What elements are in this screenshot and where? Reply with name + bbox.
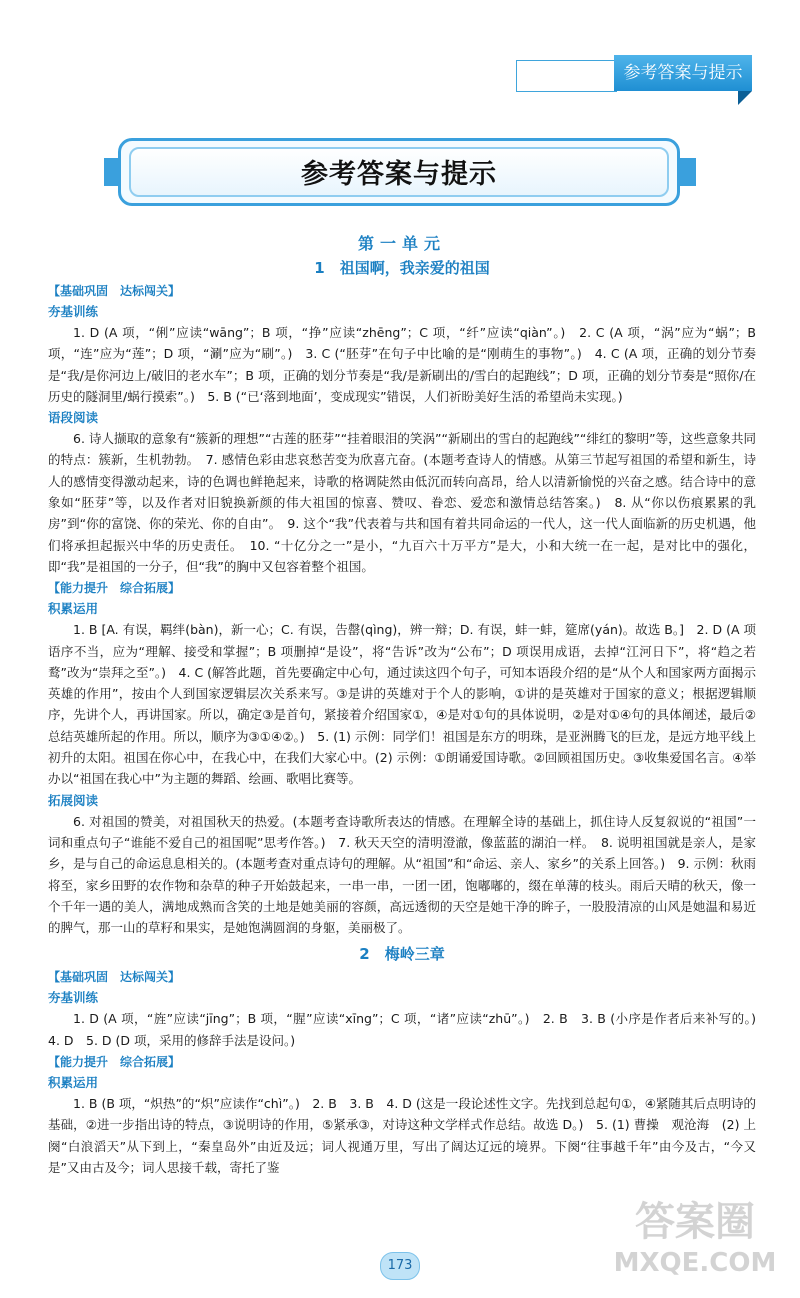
section-heading: 【能力提升 综合拓展】 (48, 581, 181, 596)
watermark-corner-bottom: MXQE.COM (613, 1248, 777, 1278)
header-tab-label: 参考答案与提示 (614, 55, 752, 91)
lesson-2-title: 2 梅岭三章 (359, 945, 445, 964)
subsection-heading: 积累运用 (48, 1075, 99, 1091)
header-tab-frame (516, 60, 617, 92)
answer-paragraph: 1. B [A. 有误，羁绊(bàn)，新一心；C. 有误，告罄(qìng)，辨一辩；D. 有误，蚌一蚌，筵席(yán)。故选 B。] 2. D (A 项语序不当，应为“理解、接受和掌握”；B 项删掉“是设”，将“告诉”改为“公布”；D 项误用成语，去掉“江河日下”，将“趋之若鹜”改为“崇拜之至”。) 4. C (解答此题，首先要确定中心句，通过读这四个句子，可知本语段介绍的是“从个人和国家两方面揭示英雄的作用”，按由个人到国家逻辑层次关系来写。③是讲的英雄对于个人的影响，①讲的是英雄对于国家的意义；根据逻辑顺序，先讲个人，再讲国家。所以，确定③是首句，紧接着介绍国家①，④是对①句的具体说明，②是对①④句的具体阐述，最后②总结英雄所起的作用。所以，顺序为③①④②。) 5. (1) 示例：同学们！祖国是东方的明珠，是亚洲腾飞的巨龙，是远方地平线上初升的太阳。祖国在你心中，在我心中，在我们大家心中。(2) 示例：①朗诵爱国诗歌。②回顾祖国历史。③收集爱国名言。④举办以“祖国在我心中”为主题的舞蹈、绘画、歌唱比赛等。 (48, 622, 757, 787)
watermark-logo (600, 1198, 790, 1294)
subsection-heading: 夯基训练 (48, 990, 99, 1006)
lesson-1-title: 1 祖国啊，我亲爱的祖国 (314, 259, 490, 277)
section-heading: 【基础巩固 达标闯关】 (48, 284, 181, 298)
answer-content (48, 232, 769, 1178)
subsection-heading: 积累运用 (48, 601, 99, 617)
subsection-heading: 夯基训练 (48, 304, 99, 319)
answer-paragraph: 6. 诗人撷取的意象有“簇新的理想”“古莲的胚芽”“挂着眼泪的笑涡”“新刷出的雪白的起跑线”“绯红的黎明”等，这些意象共同的特点：簇新，生机勃勃。 7. 感情色彩由悲哀愁苦变为欣喜亢奋。(本题考查诗人的情感。从第三节起写祖国的希望和新生，诗人的感情变得激动起来，诗的色调也鲜艳起来，诗歌的格调陡然由低沉而转向高昂，给人以清新愉悦的兴奋之感。结合诗中的意象如“胚芽”等，以及作者对旧貌换新颜的伟大祖国的惊喜、赞叹、眷恋、爱恋和激情总结答案。) 8. 从“你以伤痕累累的乳房”到“你的富饶、你的荣光、你的自由”。 9. 这个“我”代表着与共和国有着共同命运的一代人，这一代人面临新的历史机遇，他们将承担起振兴中华的历史责任。 10. “十亿分之一”是小，“九百六十万平方”是大，小和大统一在一起，是对比中的强化，即“我”是祖国的一分子，但“我”的胸中又包容着整个祖国。 (48, 431, 756, 574)
title-banner-inner (129, 147, 669, 197)
subsection-heading: 拓展阅读 (48, 792, 99, 808)
page-number: 173 (380, 1252, 420, 1280)
banner-right-wing (678, 158, 696, 186)
answer-paragraph: 6. 对祖国的赞美，对祖国秋天的热爱。(本题考查诗歌所表达的情感。在理解全诗的基础上，抓住诗人反复叙说的“祖国”一词和重点句子“谁能不爱自己的祖国呢”思考作答。) 7. 秋天天空的清明澄澈，像蓝蓝的湖泊一样。 8. 说明祖国就是亲人，是家乡，是与自己的命运息息相关的。(本题考查对重点诗句的理解。从“祖国”和“命运、亲人、家乡”的关系上回答。) 9. 示例：秋雨将至，家乡田野的农作物和杂草的种子开始鼓起来，一串一串，一团一团，饱嘟嘟的，缀在单薄的枝头。雨后天晴的秋天，像一个千年一遇的美人，满地成熟而含笑的土地是她美丽的容颜，高远透彻的天空是她干净的眸子，一股股清凉的山风是她温和易近的脾气，那一山的草籽和果实，是她饱满圆润的身躯，美丽极了。 (48, 813, 756, 936)
section-heading: 【基础巩固 达标闯关】 (48, 970, 181, 985)
watermark-corner-top: 答案圈 (635, 1199, 755, 1245)
title-banner (118, 138, 680, 206)
header-tab-fold (738, 91, 752, 105)
answer-paragraph: 1. D (A 项，“旌”应读“jīng”；B 项，“腥”应读“xīng”；C 项，“诸”应读“zhū”。) 2. B 3. B (小序是作者后来补写的。) 4. D 5. D (D 项，采用的修辞手法是设问。) (48, 1011, 769, 1048)
unit-title: 第一单元 (357, 234, 446, 253)
answer-paragraph: 1. D (A 项，“俐”应读“wāng”；B 项，“挣”应读“zhēng”；C 项，“纤”应读“qiàn”。) 2. C (A 项，“涡”应为“蜗”；B 项，“连”应为“莲”；D 项，“涮”应为“刷”。) 3. C (“胚芽”在句子中比喻的是“刚萌生的事物”。) 4. C (A 项，正确的划分节奏是“我/是你河边上/破旧的老水车”；B 项，正确的划分节奏是“我/是新刷出的/雪白的起跑线”；D 项，正确的划分节奏是“照你/在历史的隧洞里/蜗行摸索”。) 5. B (“已‘落到地面’，变成现实”错误，人们祈盼美好生活的希望尚未实现。) (48, 325, 756, 404)
subsection-heading: 语段阅读 (48, 410, 99, 426)
answer-paragraph: 1. B (B 项，“炽热”的“炽”应读作“chì”。) 2. B 3. B 4. D (这是一段论述性文字。先找到总起句①，④紧随其后点明诗的基础，②进一步指出诗的特点，③说明诗的作用，⑤紧承③，对诗这种文学样式作总结。故选 D。) 5. (1) 曹操 观沧海 (2) 上阕“白浪滔天”从下到上，“秦皇岛外”由近及远；词人视通万里，写出了阔达辽远的境界。下阕“往事越千年”由今及古，“今又是”又由古及今；词人思接千载，寄托了鉴 (48, 1096, 756, 1175)
page-title: 参考答案与提示 (301, 159, 497, 190)
section-heading: 【能力提升 综合拓展】 (48, 1055, 181, 1070)
